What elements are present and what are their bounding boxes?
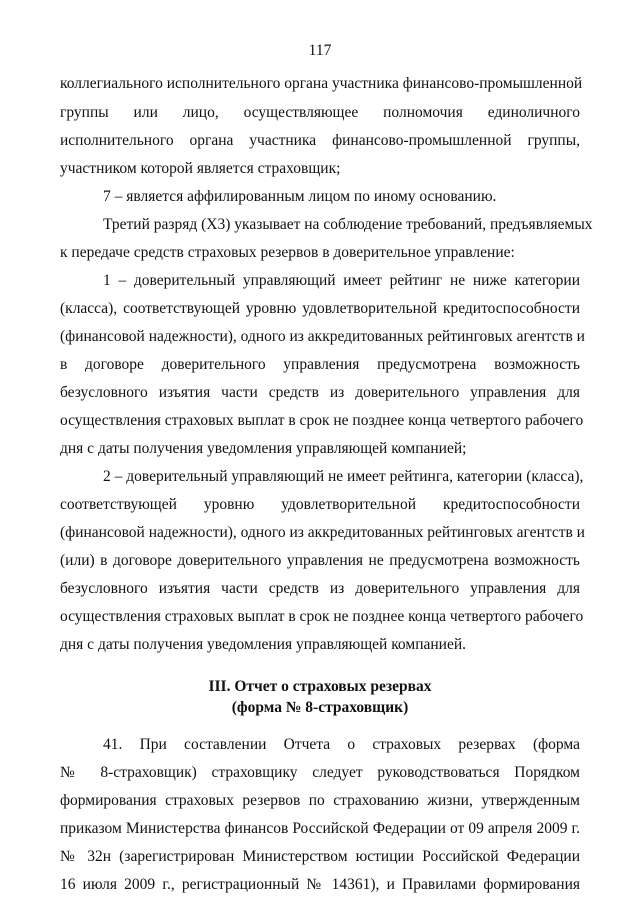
text-line: 41. При составлении Отчета о страховых резервах (форма (103, 736, 580, 753)
text-line: 16 июля 2009 г., регистрационный № 14361), и Правилами формирования (60, 876, 580, 893)
text-line: соответствующей уровню удовлетворительной кредитоспособности (60, 496, 580, 513)
text-line: 7 – является аффилированным лицом по иному основанию. (103, 188, 497, 205)
section-title: III. Отчет о страховых резервах (208, 678, 432, 695)
text-line: к передаче средств страховых резервов в доверительное управление: (60, 244, 515, 261)
text-line: группы или лицо, осуществляющее полномочия единоличного (60, 104, 580, 121)
text-line: участником которой является страховщик; (60, 160, 341, 177)
text-line: приказом Министерства финансов Российской Федерации от 09 апреля 2009 г. (60, 820, 580, 837)
text-line: № 8-страховщик) страховщику следует руководствоваться Порядком (60, 764, 580, 781)
text-line: дня с даты получения уведомления управляющей компанией. (60, 636, 467, 653)
text-line: (финансовой надежности), одного из аккредитованных рейтинговых агентств и (60, 328, 585, 345)
text-line: дня с даты получения уведомления управляющей компанией; (60, 440, 467, 457)
text-line: (или) в договоре доверительного управления не предусмотрена возможность (60, 552, 580, 569)
text-line: № 32н (зарегистрирован Министерством юстиции Российской Федерации (60, 848, 580, 865)
section-subtitle: (форма № 8-страховщик) (231, 699, 409, 716)
text-line: (класса), соответствующей уровню удовлетворительной кредитоспособности (60, 300, 580, 317)
text-line: в договоре доверительного управления предусмотрена возможность (60, 356, 580, 373)
text-line: формирования страховых резервов по страхованию жизни, утвержденным (60, 792, 580, 809)
text-line: безусловного изъятия части средств из доверительного управления для (60, 384, 580, 401)
text-line: безусловного изъятия части средств из доверительного управления для (60, 580, 580, 597)
text-line: коллегиального исполнительного органа участника финансово-промышленной (60, 75, 583, 92)
text-line: осуществления страховых выплат в срок не позднее конца четвертого рабочего (60, 412, 584, 429)
text-line: 1 – доверительный управляющий имеет рейтинг не ниже категории (103, 272, 580, 289)
text-line: осуществления страховых выплат в срок не позднее конца четвертого рабочего (60, 608, 584, 625)
text-line: исполнительного органа участника финансово-промышленной группы, (60, 132, 580, 149)
page-number: 117 (308, 42, 332, 59)
text-line: 2 – доверительный управляющий не имеет рейтинга, категории (класса), (103, 468, 584, 485)
text-line: (финансовой надежности), одного из аккредитованных рейтинговых агентств и (60, 524, 585, 541)
text-line: Третий разряд (Х3) указывает на соблюдение требований, предъявляемых (103, 216, 593, 233)
